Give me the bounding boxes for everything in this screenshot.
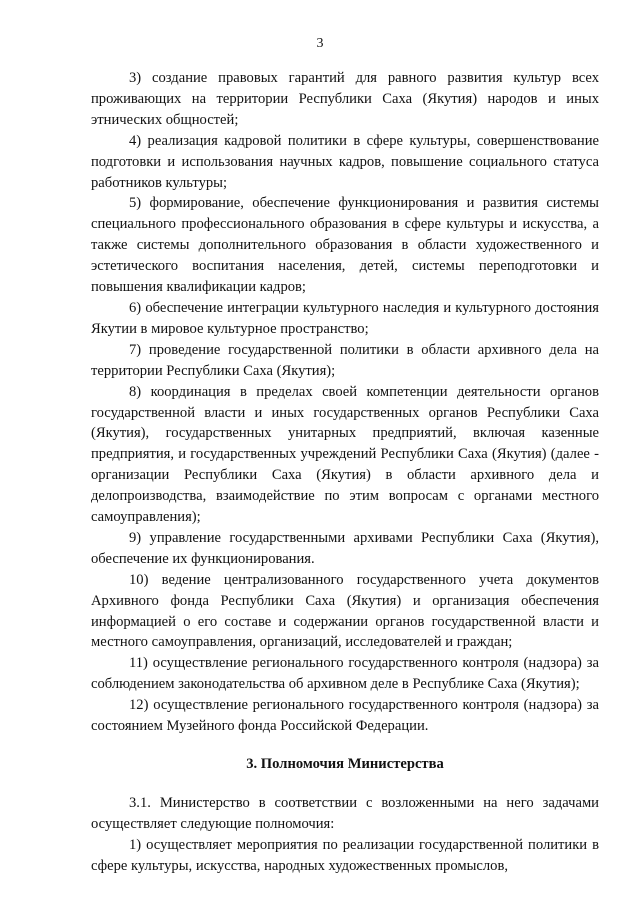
list-item-4: 4) реализация кадровой политики в сфере культуры, совершенствование подготовки и использования научных кадров, повышение социального статуса работников культуры; bbox=[91, 132, 599, 191]
list-item-9: 9) управление государственными архивами Республики Саха (Якутия), обеспечение их функционирования. bbox=[91, 529, 599, 567]
list-item-11: 11) осуществление регионального государственного контроля (надзора) за соблюдением законодательства об архивном деле в Республике Саха (Якутия); bbox=[91, 655, 599, 693]
list-item-10: 10) ведение централизованного государственного учета документов Архивного фонда Республики Саха (Якутия) и организация обеспечения информацией о его составе и содержании органов государственной власти и местного самоуправления, организаций, исследователей и граждан; bbox=[91, 571, 599, 651]
list-item-12: 12) осуществление регионального государственного контроля (надзора) за состоянием Музейного фонда Российской Федерации. bbox=[91, 697, 599, 735]
section-paragraph-intro: 3.1. Министерство в соответствии с возложенными на него задачами осуществляет следующие полномочия: bbox=[91, 794, 599, 832]
list-item-8: 8) координация в пределах своей компетенции деятельности органов государственной власти и иных государственных органов Республики Саха (Якутия), государственных унитарных предприятий, включая казенные предприятия, и государственных учреждений Республики Саха (Якутия) (далее - организации Республики Саха (Якутия) в области архивного дела и делопроизводства, взаимодействие по этим вопросам с органами местного самоуправления); bbox=[91, 383, 599, 526]
list-item-6: 6) обеспечение интеграции культурного наследия и культурного достояния Якутии в мировое культурное пространство; bbox=[91, 299, 599, 337]
list-item-3: 3) создание правовых гарантий для равного развития культур всех проживающих на территории Республики Саха (Якутия) народов и иных этнических общностей; bbox=[91, 70, 599, 128]
list-item-5: 5) формирование, обеспечение функционирования и развития системы специального профессионального образования в сфере культуры и искусства, а также системы дополнительного образования в области художественного и эстетического воспитания населения, детей, системы переподготовки и повышения квалификации кадров; bbox=[91, 195, 599, 296]
document-body bbox=[91, 68, 599, 877]
page-number: 3 bbox=[316, 36, 324, 51]
list-item-7: 7) проведение государственной политики в области архивного дела на территории Республики Саха (Якутия); bbox=[91, 341, 599, 379]
section-paragraph-item-1: 1) осуществляет мероприятия по реализации государственной политики в сфере культуры, искусства, народных художественных промыслов, bbox=[91, 836, 599, 874]
section-heading: 3. Полномочия Министерства bbox=[246, 756, 444, 772]
